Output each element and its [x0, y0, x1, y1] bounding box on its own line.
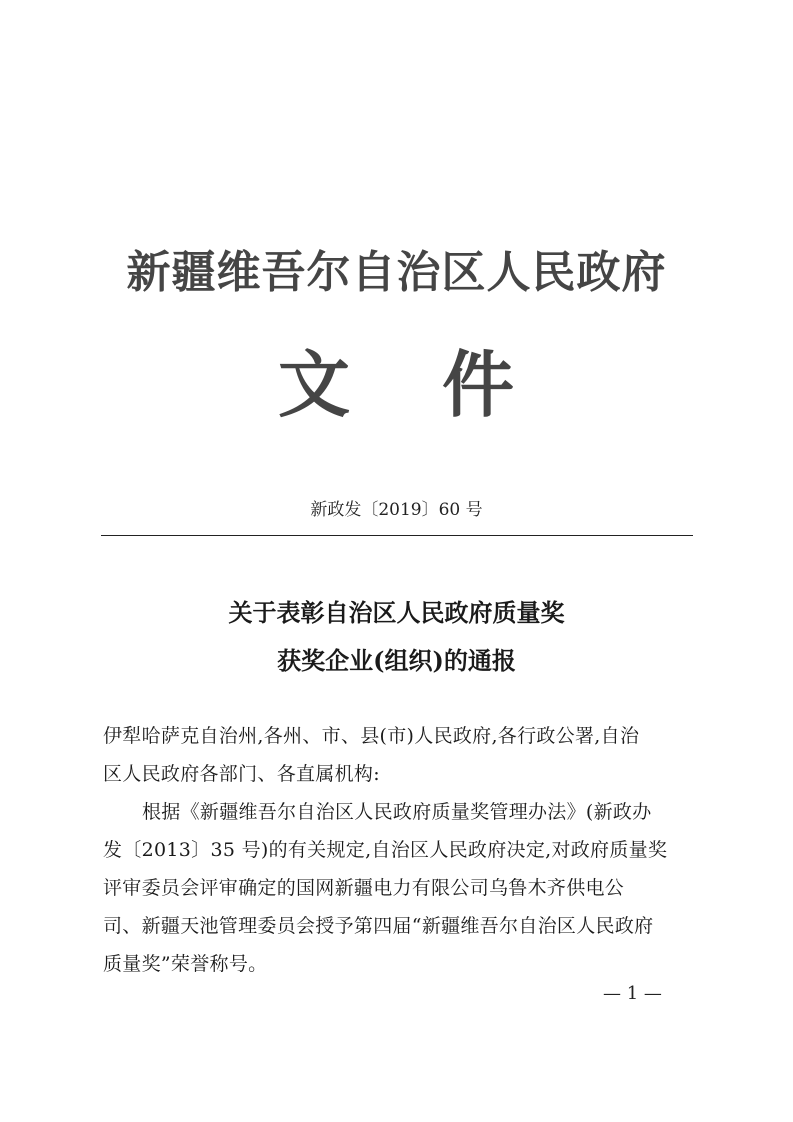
recipients-line: 伊犁哈萨克自治州,各州、市、县(市)人民政府,各行政公署,自治 [103, 725, 640, 747]
body-paragraph-line: 司、新疆天池管理委员会授予第四届“新疆维吾尔自治区人民政府 [103, 915, 654, 937]
document-title-line: 获奖企业(组织)的通报 [277, 646, 516, 675]
header-divider [101, 535, 693, 536]
issuer-header: 新疆维吾尔自治区人民政府 [126, 247, 667, 298]
body-paragraph-line: 质量奖”荣誉称号。 [103, 953, 268, 975]
page-number: — 1 — [603, 983, 662, 1004]
document-number: 新政发〔2019〕60 号 [310, 500, 483, 520]
document-type-heading [278, 340, 518, 430]
recipients-line: 区人民政府各部门、各直属机构: [103, 763, 380, 785]
document-type-char: 文 [278, 342, 351, 427]
body-paragraph-line: 发〔2013〕35 号)的有关规定,自治区人民政府决定,对政府质量奖 [103, 839, 668, 861]
body-paragraph-line: 根据《新疆维吾尔自治区人民政府质量奖管理办法》(新政办 [142, 801, 652, 823]
document-type-char: 件 [442, 342, 515, 427]
body-paragraph-line: 评审委员会评审确定的国网新疆电力有限公司乌鲁木齐供电公 [103, 877, 625, 899]
document-title-line: 关于表彰自治区人民政府质量奖 [228, 598, 565, 627]
